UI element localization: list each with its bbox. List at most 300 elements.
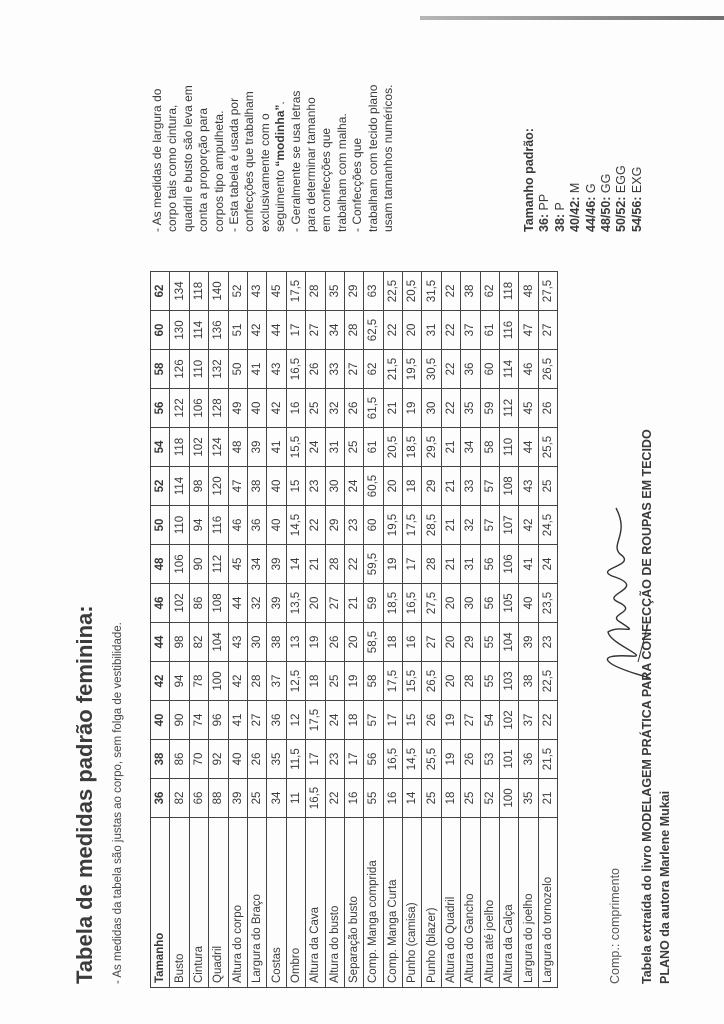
measurement-value: 37 bbox=[267, 662, 286, 701]
measurement-value: 55 bbox=[480, 662, 499, 701]
measurement-value: 104 bbox=[500, 623, 519, 662]
measurement-label: Cintura bbox=[189, 818, 208, 988]
measurement-value: 44 bbox=[267, 311, 286, 350]
table-row bbox=[170, 272, 189, 988]
measurement-value: 41 bbox=[519, 545, 538, 584]
measurement-value: 39 bbox=[267, 584, 286, 623]
measurement-value: 27,5 bbox=[538, 272, 557, 311]
measurement-value: 56 bbox=[480, 584, 499, 623]
measurement-value: 25 bbox=[306, 389, 325, 428]
measurement-value: 60,5 bbox=[364, 467, 383, 506]
measurement-value: 103 bbox=[500, 662, 519, 701]
size-column-header: 62 bbox=[151, 272, 170, 311]
measurement-value: 12,5 bbox=[286, 662, 305, 701]
measurement-value: 21 bbox=[441, 467, 460, 506]
measurement-value: 42 bbox=[247, 311, 266, 350]
measurement-value: 44 bbox=[519, 428, 538, 467]
measurement-value: 57 bbox=[480, 506, 499, 545]
measurement-value: 38 bbox=[267, 623, 286, 662]
measurement-value: 43 bbox=[247, 272, 266, 311]
measurement-value: 61 bbox=[364, 428, 383, 467]
table-row bbox=[422, 272, 441, 988]
measurement-value: 19 bbox=[441, 701, 460, 740]
measurement-value: 120 bbox=[209, 467, 228, 506]
measurement-value: 20 bbox=[441, 623, 460, 662]
measurement-value: 21 bbox=[538, 779, 557, 818]
measurement-value: 55 bbox=[480, 623, 499, 662]
measurement-value: 58 bbox=[364, 662, 383, 701]
measurement-label: Ombro bbox=[286, 818, 305, 988]
note-2-emphasis: “modinha” bbox=[273, 104, 288, 167]
size-column-header: 36 bbox=[151, 779, 170, 818]
measurement-value: 13 bbox=[286, 623, 305, 662]
measurement-value: 26 bbox=[538, 389, 557, 428]
measurement-value: 42 bbox=[267, 389, 286, 428]
measurement-value: 21 bbox=[441, 506, 460, 545]
size-legend-letter: EGG bbox=[614, 165, 629, 194]
size-column-header: 40 bbox=[151, 701, 170, 740]
measurement-value: 47 bbox=[519, 311, 538, 350]
measurement-value: 53 bbox=[480, 740, 499, 779]
measurement-value: 110 bbox=[189, 350, 208, 389]
measurement-value: 44 bbox=[228, 584, 247, 623]
measurement-value: 20 bbox=[441, 662, 460, 701]
measurement-value: 17,5 bbox=[383, 662, 402, 701]
measurement-value: 19 bbox=[441, 740, 460, 779]
measurement-value: 58,5 bbox=[364, 623, 383, 662]
measurement-value: 26 bbox=[422, 701, 441, 740]
measurement-value: 27 bbox=[422, 623, 441, 662]
measurement-value: 86 bbox=[170, 740, 189, 779]
size-legend-item bbox=[599, 128, 614, 232]
measurement-value: 124 bbox=[209, 428, 228, 467]
measurement-value: 32 bbox=[247, 584, 266, 623]
measurement-value: 22 bbox=[383, 311, 402, 350]
table-row bbox=[344, 272, 363, 988]
measurement-value: 15,5 bbox=[403, 662, 422, 701]
measurement-value: 122 bbox=[170, 389, 189, 428]
measurement-value: 63 bbox=[364, 272, 383, 311]
measurement-value: 61 bbox=[480, 311, 499, 350]
measurement-value: 22 bbox=[325, 779, 344, 818]
measurement-value: 30 bbox=[247, 623, 266, 662]
measurement-value: 30 bbox=[461, 584, 480, 623]
measurement-label: Altura do Quadril bbox=[441, 818, 460, 988]
size-legend-code: 38: bbox=[552, 213, 567, 232]
note-1: - As medidas de largura do corpo tais como cintura, quadril e busto são leva em conta a proporção para corpos tipo ampulheta. bbox=[150, 85, 226, 232]
measurement-value: 22 bbox=[306, 506, 325, 545]
measurement-label: Altura até joelho bbox=[480, 818, 499, 988]
size-legend-code: 40/42: bbox=[568, 196, 583, 232]
table-row bbox=[325, 272, 344, 988]
measurement-value: 16,5 bbox=[286, 350, 305, 389]
measurement-value: 14 bbox=[286, 545, 305, 584]
measurement-value: 28 bbox=[461, 662, 480, 701]
measurement-value: 27 bbox=[325, 584, 344, 623]
measurement-value: 24 bbox=[325, 701, 344, 740]
measurement-label: Busto bbox=[170, 818, 189, 988]
measurement-value: 31,5 bbox=[422, 272, 441, 311]
measurement-value: 29 bbox=[344, 272, 363, 311]
measurement-value: 16 bbox=[403, 623, 422, 662]
measurement-value: 34 bbox=[461, 428, 480, 467]
measurement-value: 20,5 bbox=[403, 272, 422, 311]
source-credit-line-1: Tabela extraída do livro MODELAGEM PRÁTICA PARA CONFECÇÃO DE ROUPAS EM TECIDO bbox=[640, 429, 654, 984]
measurement-value: 42 bbox=[228, 662, 247, 701]
measurement-value: 19,5 bbox=[383, 506, 402, 545]
size-legend bbox=[522, 128, 645, 232]
size-legend-items bbox=[537, 128, 645, 232]
abbreviation-note: Comp.: comprimento bbox=[608, 867, 622, 984]
measurement-value: 39 bbox=[519, 623, 538, 662]
measurement-value: 22 bbox=[538, 701, 557, 740]
measurement-value: 66 bbox=[189, 779, 208, 818]
measurement-value: 25 bbox=[422, 779, 441, 818]
measurement-value: 17 bbox=[403, 545, 422, 584]
measurement-value: 22 bbox=[344, 545, 363, 584]
measurement-value: 37 bbox=[519, 701, 538, 740]
measurement-value: 40 bbox=[267, 467, 286, 506]
measurement-value: 17 bbox=[383, 701, 402, 740]
measurement-value: 102 bbox=[189, 428, 208, 467]
measurement-value: 24 bbox=[306, 428, 325, 467]
measurement-value: 25,5 bbox=[538, 428, 557, 467]
table-header-row bbox=[151, 272, 170, 988]
measurement-value: 36 bbox=[519, 740, 538, 779]
measurement-value: 28,5 bbox=[422, 506, 441, 545]
measurement-value: 18 bbox=[344, 701, 363, 740]
measurement-value: 90 bbox=[189, 545, 208, 584]
measurement-value: 17,5 bbox=[306, 701, 325, 740]
measurement-value: 56 bbox=[480, 545, 499, 584]
measurement-value: 55 bbox=[364, 779, 383, 818]
measurement-value: 18,5 bbox=[383, 584, 402, 623]
measurement-value: 132 bbox=[209, 350, 228, 389]
measurement-value: 29,5 bbox=[422, 428, 441, 467]
page-subtitle: - As medidas da tabela são justas ao corpo, sem folga de vestibilidade. bbox=[112, 622, 124, 984]
measurement-value: 78 bbox=[189, 662, 208, 701]
measurement-value: 23 bbox=[306, 467, 325, 506]
measurement-label: Comp. Manga Curta bbox=[383, 818, 402, 988]
measurement-value: 45 bbox=[519, 389, 538, 428]
size-legend-item bbox=[553, 128, 568, 232]
measurement-value: 118 bbox=[500, 272, 519, 311]
measurement-label: Altura do busto bbox=[325, 818, 344, 988]
measurement-value: 16,5 bbox=[403, 584, 422, 623]
measurement-label: Altura da Calça bbox=[500, 818, 519, 988]
table-row bbox=[209, 272, 228, 988]
measurement-value: 106 bbox=[500, 545, 519, 584]
size-legend-code: 50/52: bbox=[614, 196, 629, 232]
measurement-value: 27,5 bbox=[422, 584, 441, 623]
measurement-label: Comp. Manga comprida bbox=[364, 818, 383, 988]
measurement-value: 104 bbox=[209, 623, 228, 662]
measurement-value: 46 bbox=[228, 506, 247, 545]
measurement-value: 14,5 bbox=[403, 740, 422, 779]
size-legend-item bbox=[584, 128, 599, 232]
measurement-value: 25 bbox=[461, 779, 480, 818]
table-row bbox=[500, 272, 519, 988]
measurement-value: 28 bbox=[422, 545, 441, 584]
measurement-value: 25 bbox=[538, 467, 557, 506]
measurement-value: 21 bbox=[441, 428, 460, 467]
measurement-value: 26,5 bbox=[422, 662, 441, 701]
table-row bbox=[538, 272, 557, 988]
measurement-value: 18 bbox=[403, 467, 422, 506]
size-legend-item bbox=[568, 128, 583, 232]
measurement-value: 35 bbox=[325, 272, 344, 311]
measurement-value: 90 bbox=[170, 701, 189, 740]
measurement-value: 30 bbox=[325, 467, 344, 506]
measurement-value: 34 bbox=[247, 545, 266, 584]
measurement-value: 60 bbox=[364, 506, 383, 545]
measurement-value: 38 bbox=[247, 467, 266, 506]
measurement-value: 50 bbox=[228, 350, 247, 389]
source-credit-line-2: PLANO da autora Marlene Mukai bbox=[658, 790, 672, 984]
measurement-value: 26 bbox=[247, 740, 266, 779]
measurement-value: 33 bbox=[325, 350, 344, 389]
note-2 bbox=[227, 82, 289, 232]
measurement-value: 38 bbox=[519, 662, 538, 701]
table-row bbox=[286, 272, 305, 988]
measurement-value: 15 bbox=[403, 701, 422, 740]
measurement-label: Altura do Gancho bbox=[461, 818, 480, 988]
size-legend-letter: GG bbox=[599, 173, 614, 194]
measurement-value: 19,5 bbox=[403, 350, 422, 389]
measurement-label: Punho (blazer) bbox=[422, 818, 441, 988]
measurement-value: 17 bbox=[286, 311, 305, 350]
measurement-value: 27 bbox=[538, 311, 557, 350]
measurement-value: 46 bbox=[519, 350, 538, 389]
size-column-header: 52 bbox=[151, 467, 170, 506]
measurement-label: Costas bbox=[267, 818, 286, 988]
measurement-value: 114 bbox=[189, 311, 208, 350]
measurement-value: 19 bbox=[383, 545, 402, 584]
measurement-value: 32 bbox=[325, 389, 344, 428]
measurement-value: 35 bbox=[519, 779, 538, 818]
measurement-value: 30 bbox=[422, 389, 441, 428]
measurement-value: 118 bbox=[189, 272, 208, 311]
measurement-value: 100 bbox=[209, 662, 228, 701]
measurement-value: 25 bbox=[344, 428, 363, 467]
measurement-value: 24 bbox=[538, 545, 557, 584]
size-column-header: 46 bbox=[151, 584, 170, 623]
size-legend-item bbox=[614, 128, 629, 232]
measurement-value: 106 bbox=[189, 389, 208, 428]
measurement-value: 18 bbox=[441, 779, 460, 818]
note-3: - Geralmente se usa letras para determinar tamanho em confecções que trabalham com malha. bbox=[288, 90, 349, 232]
measurement-value: 54 bbox=[480, 701, 499, 740]
measurement-value: 62,5 bbox=[364, 311, 383, 350]
measurement-value: 128 bbox=[209, 389, 228, 428]
measurement-value: 27 bbox=[461, 701, 480, 740]
size-column-header: 50 bbox=[151, 506, 170, 545]
measurement-value: 41 bbox=[267, 428, 286, 467]
source-credit bbox=[638, 384, 674, 984]
measurement-value: 49 bbox=[228, 389, 247, 428]
measurement-value: 15,5 bbox=[286, 428, 305, 467]
measurement-value: 52 bbox=[480, 779, 499, 818]
measurement-value: 39 bbox=[228, 779, 247, 818]
size-column-header: 56 bbox=[151, 389, 170, 428]
measurement-value: 98 bbox=[189, 467, 208, 506]
measurement-value: 21 bbox=[441, 545, 460, 584]
measurement-value: 94 bbox=[189, 506, 208, 545]
measurement-value: 12 bbox=[286, 701, 305, 740]
measurement-value: 43 bbox=[228, 623, 247, 662]
measurement-value: 20 bbox=[306, 584, 325, 623]
measurement-value: 22,5 bbox=[538, 662, 557, 701]
measurement-value: 37 bbox=[461, 311, 480, 350]
measurement-value: 48 bbox=[519, 272, 538, 311]
measurement-value: 110 bbox=[500, 428, 519, 467]
measurement-value: 45 bbox=[267, 272, 286, 311]
measurement-value: 14,5 bbox=[286, 506, 305, 545]
measurement-value: 22 bbox=[441, 272, 460, 311]
measurement-value: 20 bbox=[383, 467, 402, 506]
measurement-value: 61,5 bbox=[364, 389, 383, 428]
measurement-value: 59,5 bbox=[364, 545, 383, 584]
measurement-label: Quadril bbox=[209, 818, 228, 988]
measurement-value: 88 bbox=[209, 779, 228, 818]
size-legend-title: Tamanho padrão: bbox=[522, 128, 536, 232]
measurement-value: 21,5 bbox=[383, 350, 402, 389]
measurement-value: 16,5 bbox=[306, 779, 325, 818]
measurement-value: 70 bbox=[189, 740, 208, 779]
measurement-value: 31 bbox=[422, 311, 441, 350]
measurement-value: 107 bbox=[500, 506, 519, 545]
measurement-value: 134 bbox=[170, 272, 189, 311]
measurement-value: 18 bbox=[383, 623, 402, 662]
measurement-value: 18,5 bbox=[403, 428, 422, 467]
table-row bbox=[267, 272, 286, 988]
measurement-value: 102 bbox=[170, 584, 189, 623]
measurement-value: 18 bbox=[306, 662, 325, 701]
measurement-value: 140 bbox=[209, 272, 228, 311]
measurement-value: 105 bbox=[500, 584, 519, 623]
measurement-value: 36 bbox=[461, 350, 480, 389]
measurement-value: 22,5 bbox=[383, 272, 402, 311]
measurement-value: 24 bbox=[344, 467, 363, 506]
measurement-value: 62 bbox=[364, 350, 383, 389]
measurement-value: 92 bbox=[209, 740, 228, 779]
scan-edge-shadow bbox=[420, 16, 724, 20]
table-row bbox=[383, 272, 402, 988]
measurement-value: 31 bbox=[325, 428, 344, 467]
table-row bbox=[228, 272, 247, 988]
measurement-value: 19 bbox=[306, 623, 325, 662]
measurement-value: 96 bbox=[209, 701, 228, 740]
measurement-value: 45 bbox=[228, 545, 247, 584]
measurement-value: 114 bbox=[170, 467, 189, 506]
measurement-value: 23 bbox=[325, 740, 344, 779]
measurement-value: 41 bbox=[228, 701, 247, 740]
measurement-value: 16 bbox=[383, 779, 402, 818]
measurement-value: 27 bbox=[306, 311, 325, 350]
measurement-value: 47 bbox=[228, 467, 247, 506]
size-column-header: 60 bbox=[151, 311, 170, 350]
measurement-value: 116 bbox=[500, 311, 519, 350]
measurement-value: 29 bbox=[325, 506, 344, 545]
measurement-value: 16 bbox=[344, 779, 363, 818]
table-row bbox=[461, 272, 480, 988]
measurement-value: 74 bbox=[189, 701, 208, 740]
measurement-value: 16 bbox=[286, 389, 305, 428]
measurement-value: 21 bbox=[306, 545, 325, 584]
measurement-value: 23,5 bbox=[538, 584, 557, 623]
measurement-value: 34 bbox=[267, 779, 286, 818]
measurement-label: Largura do Braço bbox=[247, 818, 266, 988]
measurement-value: 41 bbox=[247, 350, 266, 389]
measurement-value: 19 bbox=[403, 389, 422, 428]
measurement-value: 28 bbox=[247, 662, 266, 701]
measurement-value: 51 bbox=[228, 311, 247, 350]
measurement-value: 17,5 bbox=[403, 506, 422, 545]
measurement-value: 16,5 bbox=[383, 740, 402, 779]
note-4: - Confecções que trabalham com tecido plano usam tamanhos numéricos. bbox=[350, 84, 396, 232]
measurement-label: Punho (camisa) bbox=[403, 818, 422, 988]
size-legend-item bbox=[537, 128, 552, 232]
measurement-value: 106 bbox=[170, 545, 189, 584]
measurement-value: 40 bbox=[267, 506, 286, 545]
measurement-value: 15 bbox=[286, 467, 305, 506]
measurement-value: 20,5 bbox=[383, 428, 402, 467]
measurement-value: 20 bbox=[403, 311, 422, 350]
size-legend-code: 44/46: bbox=[583, 196, 598, 232]
measurement-value: 32 bbox=[461, 506, 480, 545]
measurement-label: Altura do corpo bbox=[228, 818, 247, 988]
measurement-value: 27 bbox=[344, 350, 363, 389]
measurement-value: 59 bbox=[480, 389, 499, 428]
measurement-value: 58 bbox=[480, 428, 499, 467]
measurement-value: 30,5 bbox=[422, 350, 441, 389]
size-legend-letter: EXG bbox=[629, 166, 644, 194]
measurement-value: 36 bbox=[247, 506, 266, 545]
measurement-value: 17 bbox=[344, 740, 363, 779]
table-row bbox=[364, 272, 383, 988]
measurement-value: 33 bbox=[461, 467, 480, 506]
size-measurement-table bbox=[150, 271, 558, 988]
measurement-value: 26 bbox=[325, 623, 344, 662]
measurement-label: Altura da Cava bbox=[306, 818, 325, 988]
measurement-value: 23 bbox=[538, 623, 557, 662]
measurement-label: Largura do tornozelo bbox=[538, 818, 557, 988]
size-column-header: 42 bbox=[151, 662, 170, 701]
measurement-value: 136 bbox=[209, 311, 228, 350]
measurement-value: 52 bbox=[228, 272, 247, 311]
measurement-value: 31 bbox=[461, 545, 480, 584]
size-column-header: 48 bbox=[151, 545, 170, 584]
measurement-value: 108 bbox=[209, 584, 228, 623]
table-row bbox=[403, 272, 422, 988]
size-column-header: 54 bbox=[151, 428, 170, 467]
measurement-value: 101 bbox=[500, 740, 519, 779]
size-column-header: 38 bbox=[151, 740, 170, 779]
measurement-label: Largura do joelho bbox=[519, 818, 538, 988]
measurement-value: 20 bbox=[344, 623, 363, 662]
size-legend-letter: G bbox=[583, 183, 598, 194]
table-body bbox=[170, 272, 558, 988]
note-2-text: - Esta tabela é usada por confecções que trabalham exclusivamente com o seguimento bbox=[227, 91, 288, 232]
measurement-value: 24,5 bbox=[538, 506, 557, 545]
page-title: Tabela de medidas padrão feminina: bbox=[72, 605, 97, 984]
measurement-value: 25 bbox=[247, 779, 266, 818]
measurement-value: 43 bbox=[519, 467, 538, 506]
table-row bbox=[189, 272, 208, 988]
table-row bbox=[480, 272, 499, 988]
measurement-value: 39 bbox=[247, 428, 266, 467]
note-2-suffix: . bbox=[273, 101, 288, 105]
